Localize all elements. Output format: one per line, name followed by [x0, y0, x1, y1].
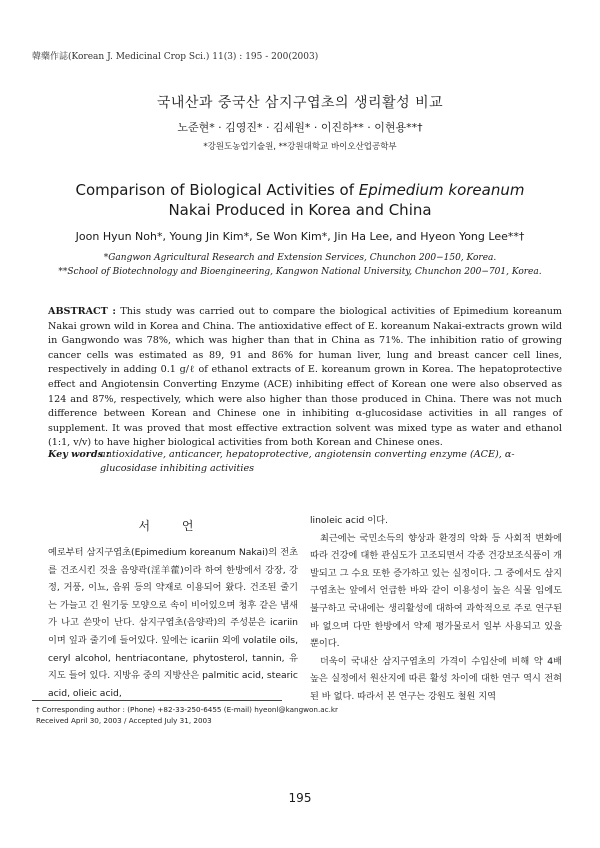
english-title-line2: Nakai Produced in Korea and China — [168, 201, 432, 219]
keywords-label: Key words : — [48, 449, 110, 460]
right-column — [310, 512, 562, 706]
corresponding-author: † Corresponding author : (Phone) +82-33-250-6455 (E-mail) hyeonl@kangwon.ac.kr — [36, 705, 339, 714]
intro-paragraph-3: 더욱이 국내산 삼지구엽초의 가격이 수입산에 비해 약 4배 높은 실정에서 원산지에 따른 활성 차이에 대한 연구 역시 전혀 된 바 없다. 따라서 본 연구는 강원도 철원 지역 — [310, 655, 562, 702]
journal-citation: 韓藥作誌(Korean J. Medicinal Crop Sci.) 11(3) : 195 - 200(2003) — [32, 52, 319, 62]
english-affiliation-2: **School of Biotechnology and Bioengineering, Kangwon National University, Chunchon 200−701, Korea. — [58, 267, 542, 277]
abstract — [48, 305, 562, 451]
section-heading-introduction: 서 언 — [138, 519, 208, 533]
footnote — [36, 704, 338, 726]
footnote-divider — [32, 700, 282, 701]
korean-affiliation: *강원도농업기술원, **강원대학교 바이오산업공학부 — [203, 142, 397, 152]
english-title-species: Epimedium koreanum — [358, 181, 525, 199]
received-accepted-dates: Received April 30, 2003 / Accepted July 31, 2003 — [36, 716, 212, 725]
korean-authors: 노준현* · 김영진* · 김세원* · 이진하** · 이현용**† — [177, 121, 423, 134]
keywords-text: antioxidative, anticancer, hepatoprotective, angiotensin converting enzyme (ACE), α-glucosidase inhibiting activities — [100, 449, 515, 474]
intro-paragraph-1: 예로부터 삼지구엽초(Epimedium koreanum Nakai)의 전초를 건조시킨 것을 음양곽(淫羊藿)이라 하여 한방에서 강장, 강정, 거풍, 이뇨, 음위 등의 약재로 이용되어 왔다. 건조된 줄기는 가늘고 긴 원기둥 모양으로 속이 비어있으며 청후 같은 냄새가 나고 쓴맛이 난다. 삼지구엽초(음양곽)의 주성분은 icariin이며 잎과 줄기에 들어있다. 잎에는 icariin 외에 volatile oils, ceryl alcohol, hentriacontane, phytosterol, tannin, 유지도 들어 있다. 지방유 중의 지방산은 palmitic acid, stearic acid, olieic acid, — [48, 547, 298, 699]
abstract-text: This study was carried out to compare the biological activities of Epimedium koreanum Nakai grown wild in Korea and China. The antioxidative effect of E. koreanum Nakai-extracts grown wild in Gangwondo was 78%, which was higher than that in China as 71%. The inhibition ratio of growing cancer cells was estimated as 89, 91 and 86% for human liver, lung and breast cancer cell lines, respectively in adding 0.1 g/ℓ of ethanol extracts of E. koreanum grown in Korea. The hepatoprotective effect and Angiotensin Converting Enzyme (ACE) inhibiting effect of Korean one were also observed as 124 and 87%, respectively, which were also higher than those produced in China. There was not much difference between Korean and Chinese one in inhibiting α-glucosidase activities in all ranges of supplement. It was proved that most effective extraction solvent was mixed type as water and ethanol (1:1, v/v) to have higher biological activities from both Korean and Chinese ones. — [48, 306, 562, 449]
page-number: 195 — [288, 791, 312, 805]
abstract-label: ABSTRACT : — [48, 306, 116, 317]
intro-paragraph-2: 최근에는 국민소득의 향상과 환경의 악화 등 사회적 변화에 따라 건강에 대한 관심도가 고조되면서 각종 건강보조식품이 개발되고 그 수요 또한 증가하고 있는 실정이다. 그 중에서도 삼지구엽초는 앞에서 언급한 바와 같이 이용성이 높은 식물 임에도 불구하고 국내에는 생리활성에 대하여 과학적으로 주로 연구된바 없으며 다만 한방에서 약제 평가물로서 일부 사용되고 있을 뿐이다. — [310, 532, 562, 650]
english-title — [0, 180, 600, 220]
english-authors: Joon Hyun Noh*, Young Jin Kim*, Se Won Kim*, Jin Ha Lee, and Hyeon Yong Lee**† — [75, 230, 525, 243]
korean-title: 국내산과 중국산 삼지구엽초의 생리활성 비교 — [156, 95, 444, 111]
intro-paragraph-1-end: linoleic acid 이다. — [310, 515, 388, 526]
english-title-prefix: Comparison of Biological Activities of — [75, 181, 359, 199]
english-affiliation-1: *Gangwon Agricultural Research and Extension Services, Chunchon 200−150, Korea. — [103, 253, 497, 263]
